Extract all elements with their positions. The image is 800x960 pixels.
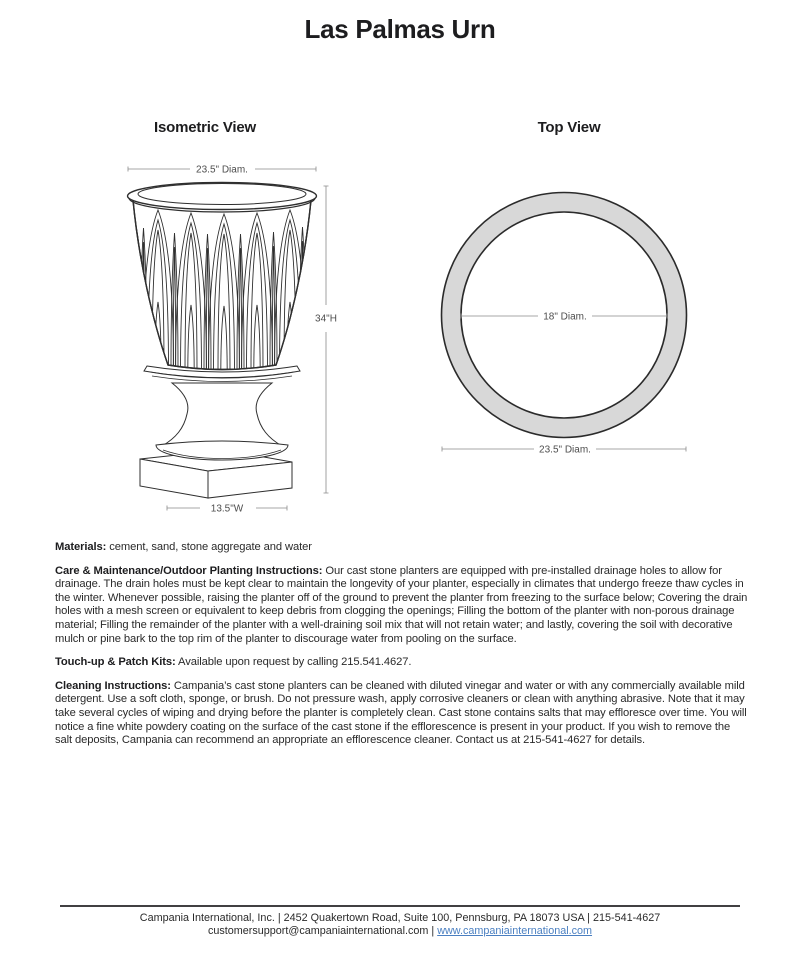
footer-email: customersupport@campaniainternational.com [207, 924, 429, 937]
urn-stem [162, 383, 282, 446]
isometric-view-label: Isometric View [154, 119, 256, 136]
dim-outer-diameter [442, 445, 686, 456]
top-view-label: Top View [537, 119, 601, 136]
footer-website-link[interactable]: www.campaniainternational.com [437, 924, 593, 937]
cleaning-instructions-section [55, 680, 749, 748]
svg-text:34"H: 34"H [315, 313, 337, 325]
footer-divider [60, 905, 740, 907]
svg-text:23.5" Diam.: 23.5" Diam. [196, 164, 248, 176]
care-maintenance-section [55, 565, 749, 647]
svg-text:18" Diam.: 18" Diam. [543, 311, 587, 323]
care-maintenance-text: Our cast stone planters are equipped with pre-installed drainage holes to allow for drainage. The drain holes must be kept clear to maintain the longevity of your planter, especially in climates that undergo freeze thaw cycles in the winter. Whenever possible, raising the planter off of the ground to prevent the planter from freezing to the surface below; Covering the drain holes with a mesh screen or equivalent to keep debris from clogging the openings; Filling the bottom of the planter with non-porous drainage material; Filling the remainder of the planter with a well-draining soil mix that will not retain water; and lastly, covering the soil with decorative mulch or pine bark to the top rim of the planter to discourage water from pooling on the surface. [55, 564, 748, 645]
materials-section [55, 541, 749, 555]
footer-address-line: Campania International, Inc. | 2452 Quakertown Road, Suite 100, Pennsburg, PA 18073 USA | 215-541-4627 [139, 912, 661, 924]
instructions-text-block [55, 541, 749, 758]
page-title: Las Palmas Urn [304, 14, 496, 44]
cleaning-instructions-text: Campania’s cast stone planters can be cleaned with diluted vinegar and water or with any commercially available mild detergent. Use a soft cloth, sponge, or brush. Do not pressure wash, apply corrosive cleaners or clean with anything abrasive. Note that it may take several cycles of wiping and drying before the planter is completely clean. Cast stone contains salts that may effloresce over time. You will notice a fine white powdery coating on the surface of the cast stone if the efflorescence is present in your product. If you wish to remove the salt deposits, Campania can recommend an appropriate an efflorescence cleaner. Contact us at 215-541-4627 for details. [55, 679, 747, 747]
touchup-patch-kits-text: Available upon request by calling 215.541.4627. [178, 656, 412, 669]
svg-text:23.5" Diam.: 23.5" Diam. [539, 444, 591, 456]
dim-base-width [167, 504, 287, 515]
cleaning-instructions-label: Cleaning Instructions: [55, 679, 171, 692]
urn-rim [128, 183, 317, 213]
touchup-patch-kits-section [55, 656, 749, 670]
footer [0, 905, 800, 937]
materials-label: Materials: [55, 541, 107, 553]
care-maintenance-label: Care & Maintenance/Outdoor Planting Instructions: [55, 564, 323, 577]
footer-separator: | [431, 924, 435, 937]
materials-text: cement, sand, stone aggregate and water [109, 541, 312, 553]
dim-height [315, 186, 337, 493]
urn-line-drawing [114, 183, 331, 499]
svg-text:13.5"W: 13.5"W [210, 503, 244, 515]
footer-contact-line [0, 925, 800, 938]
touchup-patch-kits-label: Touch-up & Patch Kits: [55, 656, 176, 669]
dim-top-diameter [128, 165, 316, 176]
